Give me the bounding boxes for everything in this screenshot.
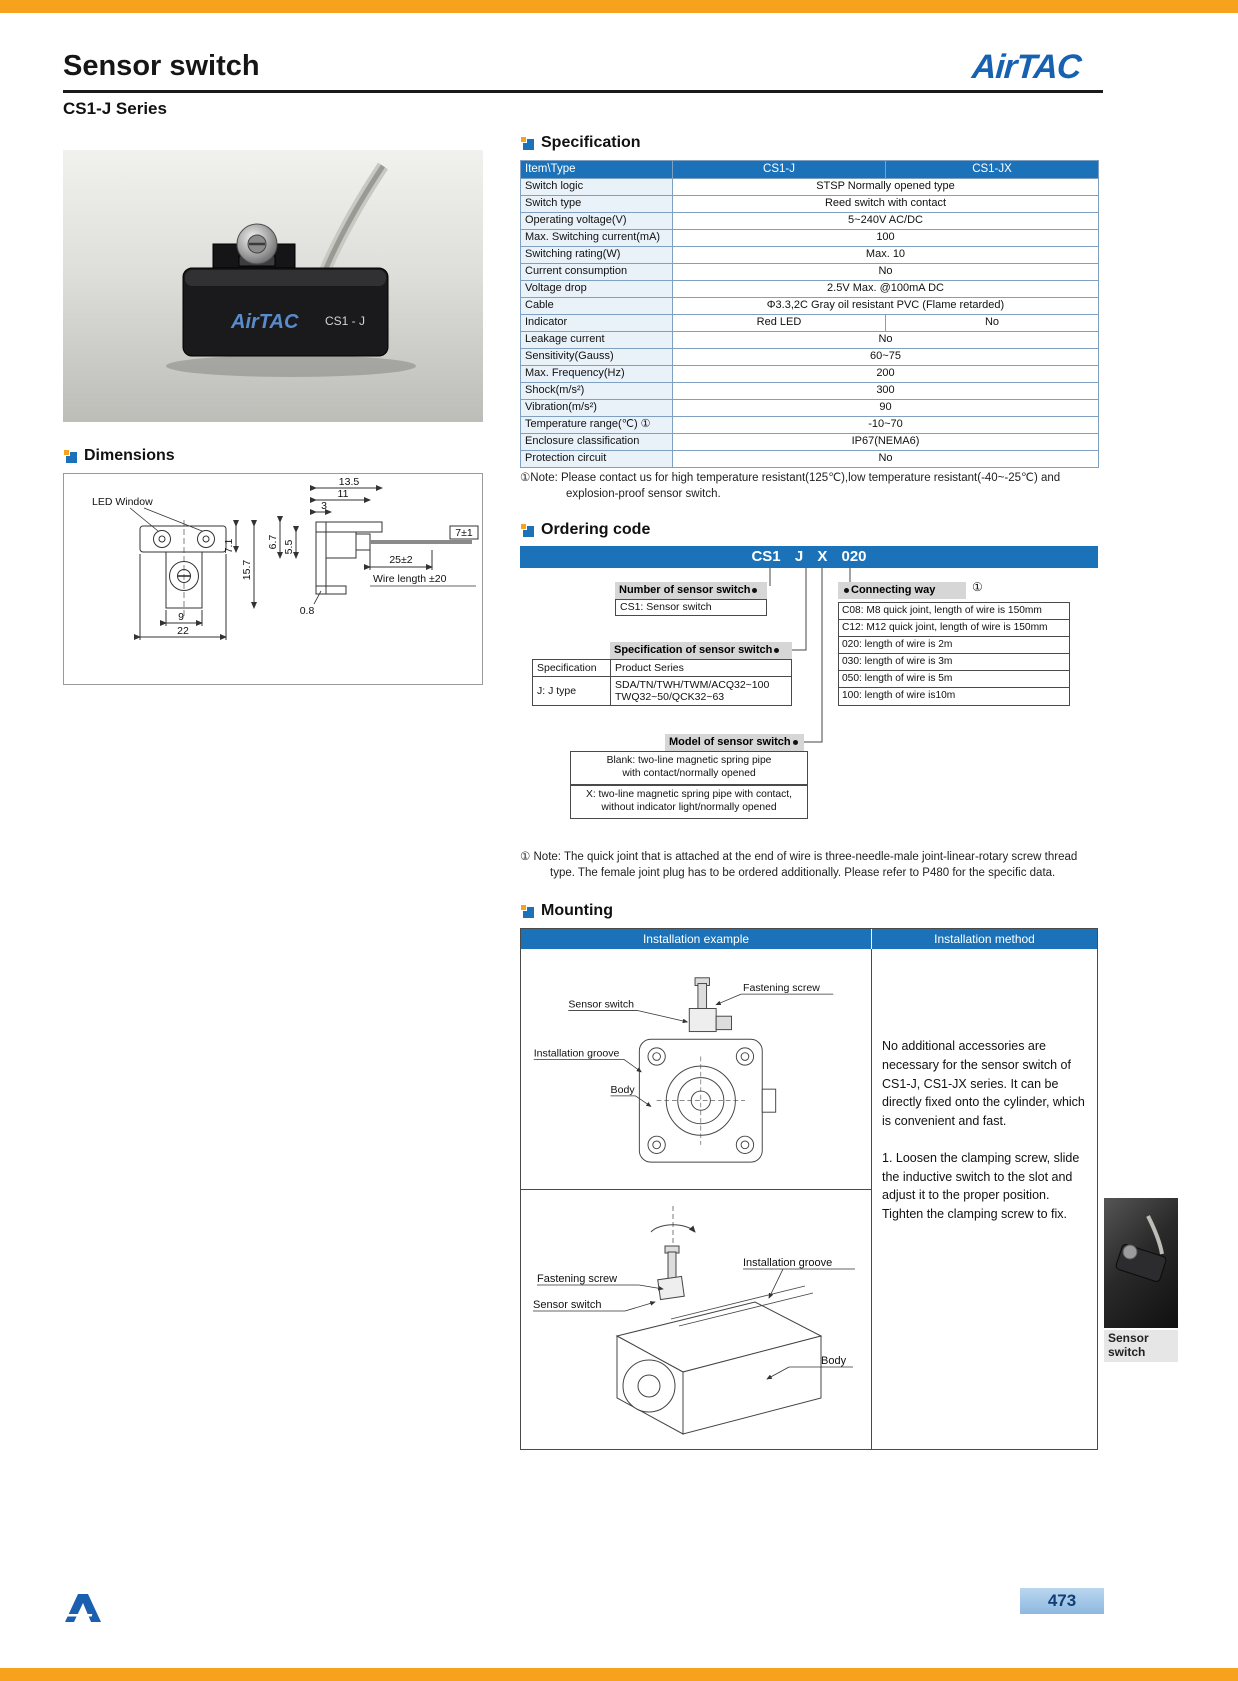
section-title: Dimensions	[84, 447, 175, 464]
connecting-option: 100: length of wire is10m	[842, 690, 956, 701]
method-paragraph-1: No additional accessories are necessary for the sensor switch of CS1-J, CS1-JX series. It can be directly fixed onto the cylinder, which is convenient and fast.	[882, 1039, 1085, 1128]
dim-0-8: 0.8	[299, 605, 315, 617]
spec-item-cell: Vibration(m/s²)	[521, 400, 673, 417]
connecting-way-options	[838, 602, 1070, 706]
spec-item-cell: Switch logic	[521, 179, 673, 196]
connecting-option: 030: length of wire is 3m	[839, 654, 1069, 671]
ordering-section-header	[520, 521, 650, 539]
connecting-way-label	[838, 582, 966, 599]
spec-row	[521, 315, 1099, 332]
connecting-option: 050: length of wire is 5m	[839, 671, 1069, 688]
dim-6-7: 6.7	[267, 534, 279, 550]
spec-note-line1: ①Note: Please contact us for high temperature resistant(125℃),low temperature resistant(-40~-25℃) and	[520, 472, 1061, 484]
led-window-label: LED Window	[92, 496, 153, 508]
spec-row-key: J: J type	[533, 677, 611, 705]
ordering-note-line1: ① Note: The quick joint that is attached at the end of wire is three-needle-male joint-linear-rotary screw thread	[520, 851, 1078, 863]
spec-value-cell: No	[673, 332, 1099, 349]
dim-15-7: 15.7	[241, 559, 253, 581]
installation-method-cell	[872, 949, 1097, 1449]
label-body: Body	[821, 1355, 847, 1367]
page-number: 473	[1020, 1588, 1104, 1614]
iso-view-diagram	[521, 1190, 871, 1450]
spec-row	[521, 417, 1099, 434]
side-tab-label: Sensor switch	[1104, 1330, 1178, 1362]
dimensions-svg	[64, 474, 482, 684]
model-of-sensor-switch-label	[665, 734, 804, 751]
series-subtitle: CS1-J Series	[63, 99, 167, 118]
spec-row	[521, 281, 1099, 298]
spec-value-cell: STSP Normally opened type	[673, 179, 1099, 196]
section-title: Mounting	[541, 902, 613, 919]
dim-3: 3	[321, 500, 327, 512]
spec-value-cell: No	[673, 264, 1099, 281]
spec-col-header: Item\Type	[521, 161, 673, 179]
photo-model-text: CS1 - J	[325, 314, 366, 328]
connector-dot	[752, 588, 757, 593]
spec-row	[521, 400, 1099, 417]
airtac-footer-logo	[63, 1592, 103, 1624]
product-series-line2: TWQ32~50/QCK32~63	[615, 691, 725, 703]
spec-item-cell: Operating voltage(V)	[521, 213, 673, 230]
spec-value-cell: Φ3.3,2C Gray oil resistant PVC (Flame retarded)	[673, 298, 1099, 315]
specification-table	[520, 160, 1099, 468]
spec-item-cell: Max. Switching current(mA)	[521, 230, 673, 247]
airtac-logo: AirTAC	[970, 48, 1082, 86]
top-accent-bar	[0, 0, 1238, 13]
spec-value-cell: Reed switch with contact	[673, 196, 1099, 213]
label-installation-groove: Installation groove	[743, 1257, 833, 1269]
spec-item-cell: Current consumption	[521, 264, 673, 281]
product-photo-illustration	[63, 150, 483, 422]
installation-example-cell	[521, 949, 872, 1449]
spec-row	[521, 332, 1099, 349]
connecting-option: C12: M12 quick joint, length of wire is 150mm	[839, 620, 1069, 637]
installation-diagram-iso	[521, 1189, 871, 1449]
number-of-sensor-switch-label	[615, 582, 767, 599]
installation-method-header: Installation method	[872, 929, 1097, 949]
section-icon	[520, 523, 534, 537]
spec-row	[521, 298, 1099, 315]
dimensions-drawing	[63, 473, 483, 685]
spec-item-cell: Sensitivity(Gauss)	[521, 349, 673, 366]
section-icon	[520, 904, 534, 918]
spec-value-cell: Red LED	[673, 315, 886, 332]
model-x-line1: X: two-line magnetic spring pipe with contact,	[585, 789, 793, 801]
spec-item-cell: Max. Frequency(Hz)	[521, 366, 673, 383]
wire-length-label: Wire length ±20	[373, 573, 447, 585]
header-divider	[63, 90, 1103, 93]
dim-7-1b: 7±1	[455, 527, 473, 539]
ordering-code-diagram	[520, 546, 1098, 838]
product-series-line1: SDA/TN/TWH/TWM/ACQ32~100	[615, 679, 770, 691]
spec-row	[521, 179, 1099, 196]
spec-row	[521, 230, 1099, 247]
connecting-way-note-ref: ①	[972, 580, 983, 594]
dim-5-5: 5.5	[283, 539, 295, 555]
method-paragraph-2: 1. Loosen the clamping screw, slide the inductive switch to the slot and adjust it to the proper position. Tighten the clamping screw to fix.	[882, 1150, 1080, 1221]
installation-example-header: Installation example	[521, 929, 872, 949]
dim-22: 22	[177, 625, 189, 637]
spec-value-cell: 90	[673, 400, 1099, 417]
section-title: Ordering code	[541, 521, 651, 538]
label-sensor-switch: Sensor switch	[533, 1299, 602, 1311]
dim-13-5: 13.5	[338, 476, 360, 488]
mounting-section-header	[520, 902, 613, 920]
connector-dot	[774, 648, 779, 653]
spec-value-cell: 200	[673, 366, 1099, 383]
label-text: Specification of sensor switch	[614, 644, 773, 656]
spec-item-cell: Indicator	[521, 315, 673, 332]
specification-section-header	[520, 134, 641, 152]
dim-9: 9	[178, 611, 184, 623]
spec-value-cell: -10~70	[673, 417, 1099, 434]
spec-item-cell: Temperature range(℃) ①	[521, 417, 673, 434]
installation-diagram-front	[521, 949, 871, 1189]
spec-row	[521, 383, 1099, 400]
front-view-diagram	[521, 949, 871, 1189]
spec-value-cell: 300	[673, 383, 1099, 400]
side-tab-thumbnail	[1104, 1198, 1178, 1328]
spec-item-cell: Switching rating(W)	[521, 247, 673, 264]
spec-value-cell: No	[673, 451, 1099, 468]
label-text: Model of sensor switch	[669, 736, 791, 748]
spec-row	[521, 247, 1099, 264]
ordering-note-line2: type. The female joint plug has to be ordered additionally. Please refer to P480 for the specific data.	[550, 866, 1056, 879]
label-fastening-screw: Fastening screw	[537, 1273, 618, 1285]
dim-7-1: 7.1	[223, 538, 235, 554]
model-x-line2: without indicator light/normally opened	[601, 802, 777, 813]
mounting-table	[520, 928, 1098, 1450]
ordering-note	[520, 850, 1098, 881]
thumb-cable	[1148, 1216, 1162, 1254]
product-photo	[63, 150, 483, 422]
mounting-header-row	[521, 929, 1097, 949]
sensor-body-highlight	[185, 270, 386, 286]
spec-row	[521, 196, 1099, 213]
spec-item-cell: Leakage current	[521, 332, 673, 349]
spec-col-header: CS1-JX	[886, 161, 1099, 179]
spec-item-cell: Shock(m/s²)	[521, 383, 673, 400]
spec-value-cell: 5~240V AC/DC	[673, 213, 1099, 230]
connector-dot	[844, 588, 849, 593]
ordering-code-banner: CS1 J X 020	[520, 546, 1098, 568]
photo-shadow	[166, 355, 416, 377]
spec-row	[521, 264, 1099, 281]
spec-value-cell: No	[886, 315, 1099, 332]
connecting-option: C08: M8 quick joint, length of wire is 150mm	[839, 603, 1069, 620]
label-fastening-screw: Fastening screw	[743, 982, 820, 995]
spec-value-cell: 2.5V Max. @100mA DC	[673, 281, 1099, 298]
side-tab-sensor-image	[1104, 1198, 1178, 1328]
bottom-accent-bar	[0, 1668, 1238, 1681]
section-icon	[63, 449, 77, 463]
spec-row	[521, 349, 1099, 366]
spec-note-line2: explosion-proof sensor switch.	[566, 487, 721, 500]
model-blank-line1: Blank: two-line magnetic spring pipe	[606, 755, 772, 767]
spec-value-cell: 60~75	[673, 349, 1099, 366]
spec-value-cell: IP67(NEMA6)	[673, 434, 1099, 451]
label-installation-groove: Installation groove	[533, 1047, 620, 1060]
spec-item-cell: Voltage drop	[521, 281, 673, 298]
spec-row	[521, 213, 1099, 230]
section-title: Specification	[541, 134, 641, 151]
spec-value-cell: Max. 10	[673, 247, 1099, 264]
spec-row	[521, 366, 1099, 383]
model-blank-box	[570, 751, 808, 785]
dimensions-section-header	[63, 447, 175, 465]
section-icon	[520, 136, 534, 150]
model-x-box	[570, 785, 808, 819]
spec-item-cell: Protection circuit	[521, 451, 673, 468]
connecting-option: 020: length of wire is 2m	[839, 637, 1069, 654]
spec-col1-header: Specification	[533, 660, 611, 677]
spec-item-cell: Cable	[521, 298, 673, 315]
spec-row	[521, 434, 1099, 451]
connector-dot	[793, 740, 798, 745]
model-blank-line2: with contact/normally opened	[622, 768, 756, 779]
spec-row	[521, 451, 1099, 468]
number-value-box: CS1: Sensor switch	[615, 599, 767, 616]
spec-value-cell: 100	[673, 230, 1099, 247]
label-sensor-switch: Sensor switch	[568, 998, 634, 1011]
spec-col-header: CS1-J	[673, 161, 886, 179]
specification-of-sensor-switch-label	[610, 642, 792, 659]
spec-row-value	[611, 677, 791, 705]
spec-col2-header: Product Series	[611, 660, 791, 677]
spec-item-cell: Enclosure classification	[521, 434, 673, 451]
dim-25-2: 25±2	[389, 554, 413, 566]
label-body: Body	[610, 1084, 635, 1096]
thumb-screw	[1123, 1245, 1137, 1259]
label-text: Number of sensor switch	[619, 584, 751, 596]
dim-11: 11	[337, 488, 349, 500]
sensor-switch-spec-table	[532, 659, 792, 706]
spec-item-cell: Switch type	[521, 196, 673, 213]
page-title: Sensor switch	[63, 50, 260, 82]
spec-note	[520, 471, 1098, 502]
photo-brand-text: AirTAC	[231, 311, 299, 333]
label-text: Connecting way	[851, 584, 936, 596]
spec-header-row	[521, 161, 1099, 179]
